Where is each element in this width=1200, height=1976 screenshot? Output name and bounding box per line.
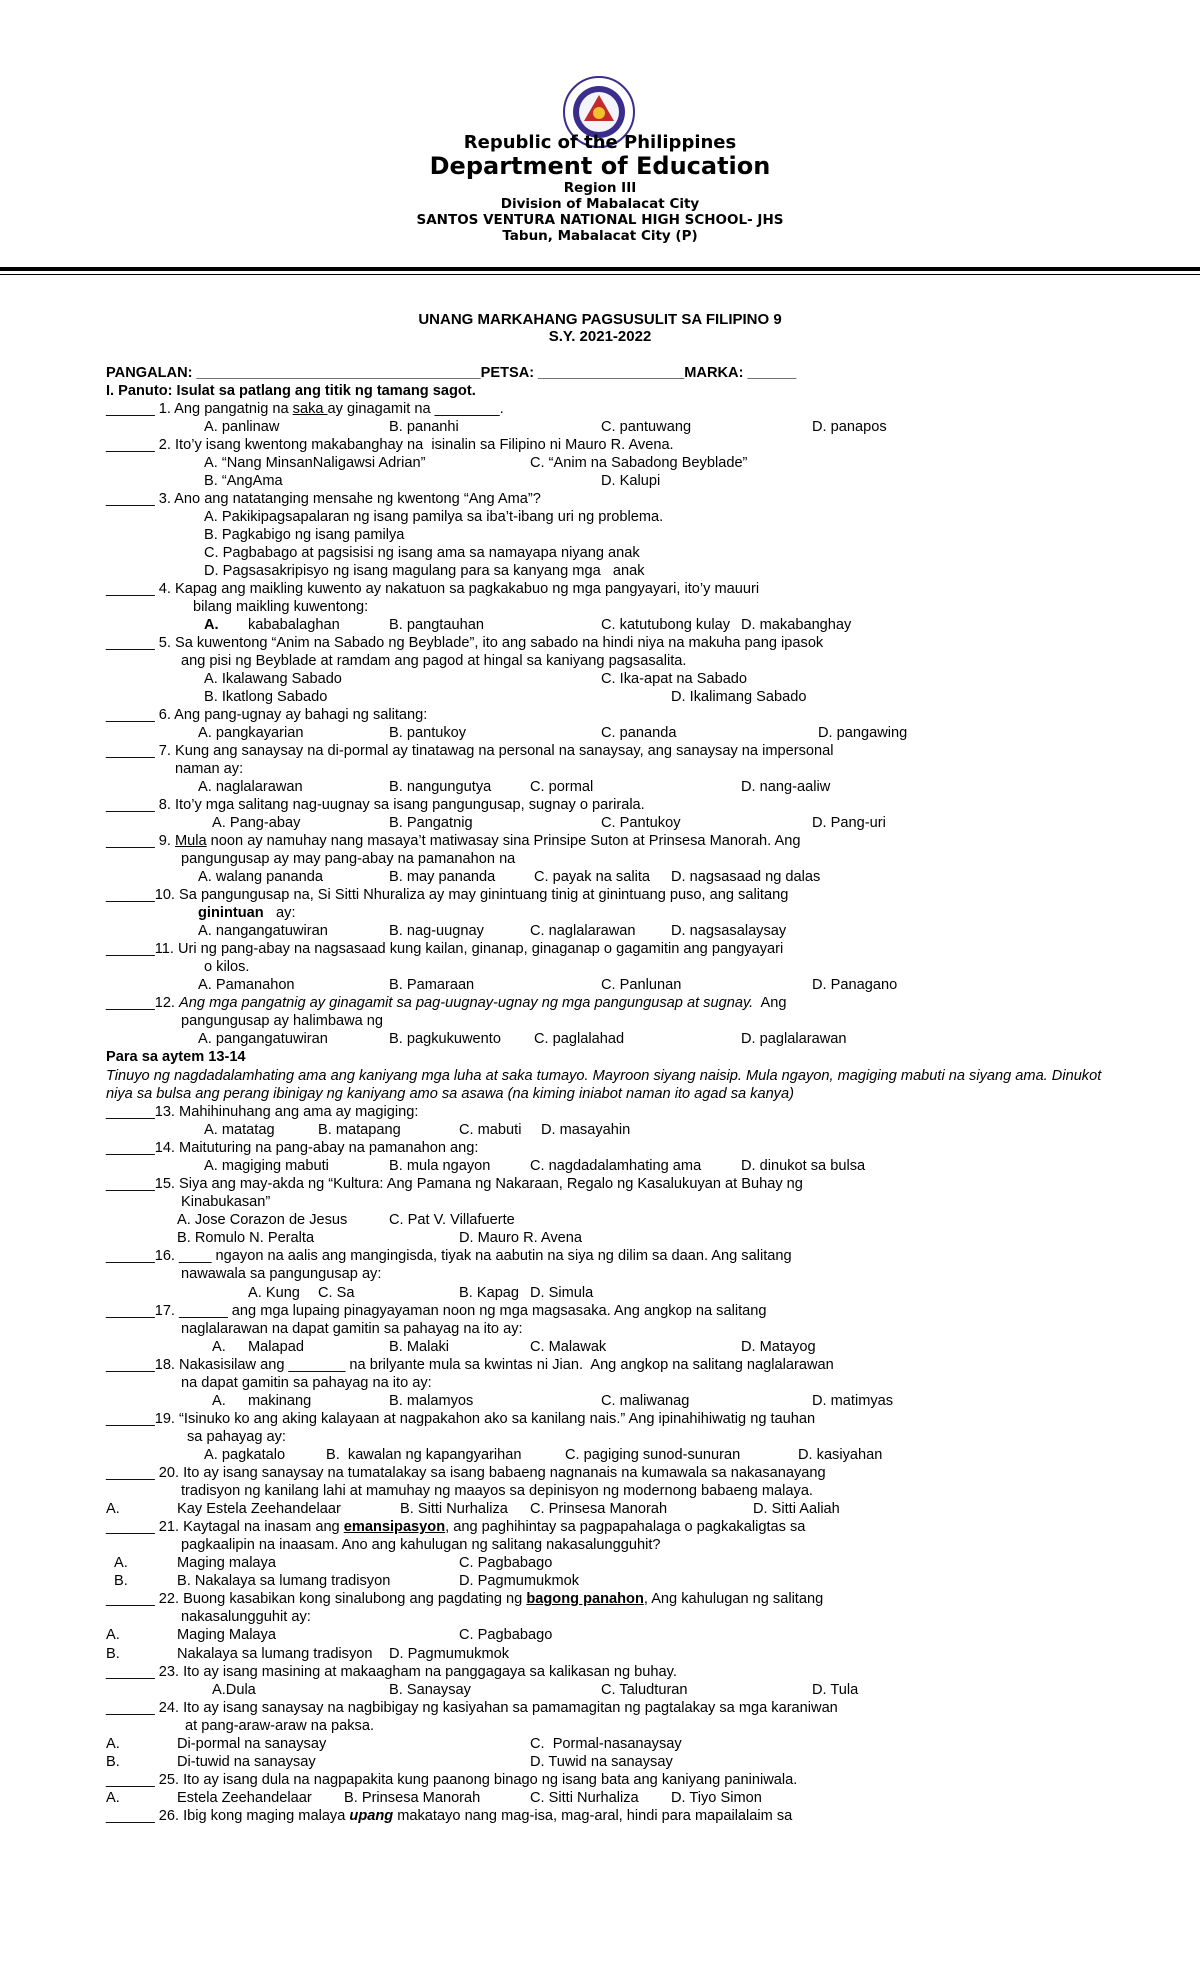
line-text: A. matatag bbox=[204, 1122, 275, 1139]
line-text: B. Pagkabigo ng isang pamilya bbox=[204, 527, 405, 543]
line-text: ______ 7. Kung ang sanaysay na di-pormal ay tinatawag na personal na sanaysay, ang sanaysay na impersonal bbox=[106, 743, 834, 759]
exam-line bbox=[0, 886, 1200, 904]
line-text: C. Pat V. Villafuerte bbox=[389, 1212, 515, 1229]
exam-line bbox=[0, 1139, 1200, 1157]
line-text: A. bbox=[212, 1392, 226, 1409]
exam-line bbox=[0, 526, 1200, 544]
line-flow bbox=[106, 1590, 823, 1608]
line-text: A. Pang-abay bbox=[212, 815, 301, 831]
line-text: B. bbox=[106, 1753, 120, 1770]
line-text: A. Kung bbox=[248, 1284, 300, 1301]
line-text: C. Pagbabago bbox=[459, 1555, 553, 1572]
line-text: Maging malaya bbox=[177, 1555, 276, 1572]
exam-line bbox=[0, 508, 1200, 526]
line-text: o kilos. bbox=[204, 959, 250, 975]
exam-line bbox=[0, 1554, 1200, 1572]
exam-line bbox=[0, 1464, 1200, 1482]
line-flow bbox=[106, 634, 823, 652]
line-text: B. Malaki bbox=[389, 1338, 450, 1355]
line-text: , Ang kahulugan ng salitang bbox=[643, 1591, 824, 1608]
line-flow bbox=[106, 364, 796, 382]
line-text: B. Pamaraan bbox=[389, 977, 475, 993]
exam-line bbox=[0, 1157, 1200, 1175]
line-text: Estela Zeehandelaar bbox=[177, 1789, 312, 1806]
line-text: B. nag-uugnay bbox=[389, 923, 484, 939]
line-text: , ang paghihintay sa pagpapahalaga o pagkakaligtas sa bbox=[445, 1519, 806, 1536]
line-flow bbox=[106, 1103, 418, 1121]
line-flow bbox=[106, 1518, 805, 1536]
exam-line bbox=[0, 1121, 1200, 1139]
exam-line bbox=[0, 1626, 1200, 1644]
line-flow bbox=[106, 1807, 792, 1825]
line-text: D. dinukot sa bulsa bbox=[741, 1158, 866, 1175]
line-text: A. Pakikipagsapalaran ng isang pamilya sa iba’t-ibang uri ng problema. bbox=[204, 509, 664, 525]
line-text: bilang maikling kuwentong: bbox=[193, 599, 369, 615]
exam-line bbox=[0, 1302, 1200, 1320]
exam-line bbox=[0, 1753, 1200, 1771]
line-flow bbox=[106, 1247, 792, 1265]
line-text: C. Pantukoy bbox=[601, 815, 681, 831]
line-text: B. may pananda bbox=[389, 869, 496, 885]
exam-line bbox=[0, 706, 1200, 724]
line-text: A. bbox=[106, 1627, 120, 1644]
division-text: Division of Mabalacat City bbox=[500, 196, 700, 212]
line-flow bbox=[106, 1175, 803, 1193]
line-flow bbox=[106, 1048, 246, 1066]
line-text: ______ 20. Ito ay isang sanaysay na tumatalakay sa isang babaeng nagnanais na kumawala sa nakasanayang bbox=[106, 1465, 826, 1481]
line-text: B. pantukoy bbox=[389, 725, 467, 741]
line-text: tradisyon ng kanilang lahi at mamuhay ng maayos sa depinisyon ng modernong babaeng malaya. bbox=[181, 1483, 813, 1500]
exam-line bbox=[0, 1807, 1200, 1825]
exam-line bbox=[0, 1572, 1200, 1590]
line-text: ______ 4. Kapag ang maikling kuwento ay nakatuon sa pagkakabuo ng mga pangyayari, ito’y mauuri bbox=[106, 581, 760, 597]
line-text: D. nagsasalaysay bbox=[671, 923, 787, 939]
line-text: Ang mga pangatnig ay ginagamit sa pag-uugnay-ugnay ng mga pangungusap at sugnay. bbox=[179, 995, 754, 1011]
line-text: C. Panlunan bbox=[601, 977, 682, 993]
line-text: nakasalungguhit ay: bbox=[181, 1609, 311, 1626]
exam-line bbox=[0, 796, 1200, 814]
school-year: S.Y. 2021-2022 bbox=[548, 328, 652, 345]
exam-line bbox=[0, 814, 1200, 832]
line-text: ______ 9. bbox=[106, 833, 175, 849]
exam-line bbox=[0, 1392, 1200, 1410]
line-text: ______15. Siya ang may-akda ng “Kultura: Ang Pamana ng Nakaraan, Regalo ng Kasalukuyan at Buhay ng bbox=[106, 1176, 803, 1193]
line-text: Kay Estela Zeehandelaar bbox=[177, 1501, 341, 1518]
line-text: ______ 1. Ang pangatnig na bbox=[106, 401, 293, 417]
line-text: ______ 21. Kaytagal na inasam ang bbox=[106, 1519, 344, 1536]
line-text: D. Pagsasakripisyo ng isang magulang para sa kanyang mga anak bbox=[204, 563, 645, 579]
line-flow bbox=[106, 994, 787, 1012]
exam-line bbox=[0, 1771, 1200, 1789]
line-text: B. pagkukuwento bbox=[389, 1031, 501, 1047]
line-text: B. Kapag bbox=[459, 1284, 520, 1301]
exam-line bbox=[0, 868, 1200, 886]
exam-line bbox=[0, 1374, 1200, 1392]
line-text: upang bbox=[349, 1807, 394, 1824]
line-text: A. Pamanahon bbox=[198, 977, 295, 993]
line-text: ______11. Uri ng pang-abay na nagsasaad kung kailan, ginanap, ginaganap o gagamitin ang pangyayari bbox=[106, 941, 784, 957]
line-text: C. paglalahad bbox=[534, 1031, 625, 1047]
line-text: B. Prinsesa Manorah bbox=[344, 1789, 481, 1806]
line-text: sa pahayag ay: bbox=[187, 1428, 286, 1445]
exam-line bbox=[0, 1338, 1200, 1356]
line-flow bbox=[106, 1464, 826, 1482]
exam-line bbox=[0, 724, 1200, 742]
line-text: Nakalaya sa lumang tradisyon bbox=[177, 1645, 373, 1662]
exam-line bbox=[0, 616, 1200, 634]
line-text: naman ay: bbox=[175, 761, 244, 777]
line-text: Di-tuwid na sanaysay bbox=[177, 1753, 316, 1770]
exam-line bbox=[0, 760, 1200, 778]
exam-line bbox=[0, 1608, 1200, 1626]
line-text: ______13. Mahihinuhang ang ama ay magiging: bbox=[106, 1104, 419, 1120]
exam-line bbox=[0, 1320, 1200, 1338]
line-text: D. pangawing bbox=[818, 725, 908, 741]
line-text: D. Tula bbox=[812, 1681, 859, 1698]
exam-line bbox=[0, 1410, 1200, 1428]
line-flow bbox=[106, 886, 788, 904]
exam-line bbox=[0, 904, 1200, 922]
line-text: A. “Nang MinsanNaligawsi Adrian” bbox=[204, 455, 426, 471]
line-text: ______ 22. Buong kasabikan kong sinalubong ang pagdating ng bbox=[106, 1591, 527, 1608]
line-text: B. pangtauhan bbox=[389, 617, 484, 633]
exam-line bbox=[0, 1645, 1200, 1663]
line-text: noon ay namuhay nang masaya’t matiwasay sina Prinsipe Suton at Prinsesa Manorah. Ang bbox=[206, 833, 801, 849]
exam-line bbox=[0, 742, 1200, 760]
line-flow bbox=[106, 1771, 797, 1789]
line-text: A. walang pananda bbox=[198, 869, 323, 885]
line-text: D. Ikalimang Sabado bbox=[671, 689, 807, 705]
line-text: ______17. ______ ang mga lupaing pinagyayaman noon ng mga magsasaka. Ang angkop na salitang bbox=[106, 1302, 767, 1319]
exam-line bbox=[0, 1500, 1200, 1518]
exam-line bbox=[0, 1030, 1200, 1048]
exam-line bbox=[0, 1681, 1200, 1699]
line-flow bbox=[106, 1302, 766, 1320]
line-text: ______ 8. Ito’y mga salitang nag-uugnay sa isang pangungusap, sugnay o parirala. bbox=[106, 797, 645, 813]
exam-line bbox=[0, 1356, 1200, 1374]
line-text: C. Pagbabago at pagsisisi ng isang ama sa namayapa niyang anak bbox=[204, 545, 640, 561]
line-text: nawawala sa pangungusap ay: bbox=[181, 1266, 382, 1283]
line-text: C. Ika-apat na Sabado bbox=[601, 671, 748, 687]
line-text: PANGALAN: ___________________________________PETSA: __________________MARKA: ______ bbox=[106, 365, 797, 381]
exam-line bbox=[0, 1482, 1200, 1500]
line-flow bbox=[106, 706, 427, 724]
exam-line bbox=[0, 1229, 1200, 1247]
line-flow bbox=[106, 436, 674, 454]
line-text: A. Ikalawang Sabado bbox=[204, 671, 342, 687]
line-text: Maging Malaya bbox=[177, 1627, 276, 1644]
line-text: D. Pagmumukmok bbox=[389, 1645, 510, 1662]
line-text: B. matapang bbox=[318, 1122, 401, 1139]
exam-line bbox=[0, 958, 1200, 976]
exam-line bbox=[0, 922, 1200, 940]
exam-title: UNANG MARKAHANG PAGSUSULIT SA FILIPINO 9 bbox=[418, 311, 782, 328]
line-text: Kinabukasan” bbox=[181, 1194, 271, 1211]
line-flow bbox=[106, 940, 783, 958]
exam-line bbox=[0, 1193, 1200, 1211]
exam-line bbox=[0, 1175, 1200, 1193]
exam-line bbox=[0, 1103, 1200, 1121]
line-text: C. naglalarawan bbox=[530, 923, 636, 939]
line-text: I. Panuto: Isulat sa patlang ang titik ng tamang sagot. bbox=[106, 383, 476, 399]
republic-heading: Republic of the Philippines bbox=[463, 132, 737, 153]
line-text: A. nangangatuwiran bbox=[198, 923, 328, 939]
line-text: B. bbox=[106, 1645, 120, 1662]
exam-line bbox=[0, 1446, 1200, 1464]
exam-line bbox=[0, 382, 1200, 400]
line-text: A. pangangatuwiran bbox=[198, 1031, 328, 1047]
exam-line bbox=[0, 670, 1200, 688]
line-text: D. Simula bbox=[530, 1284, 594, 1301]
exam-line bbox=[0, 1265, 1200, 1283]
line-text: at pang-araw-araw na paksa. bbox=[185, 1717, 375, 1734]
line-text: ang pisi ng Beyblade at ramdam ang pagod at hingal sa kaniyang pagsasalita. bbox=[181, 653, 687, 669]
exam-line bbox=[0, 1699, 1200, 1717]
line-text: makinang bbox=[248, 1392, 312, 1409]
line-text: ginintuan bbox=[198, 905, 264, 921]
line-flow bbox=[106, 1139, 478, 1157]
line-text: C. katutubong kulay bbox=[601, 617, 730, 633]
exam-line bbox=[0, 580, 1200, 598]
line-text: C. Sa bbox=[318, 1284, 355, 1301]
line-text: C. Prinsesa Manorah bbox=[530, 1501, 668, 1518]
line-text: A. pangkayarian bbox=[198, 725, 304, 741]
exam-line bbox=[0, 688, 1200, 706]
exam-line bbox=[0, 1518, 1200, 1536]
line-text: D. paglalarawan bbox=[741, 1031, 847, 1047]
exam-line bbox=[0, 562, 1200, 580]
line-text: ______ 24. Ito ay isang sanaysay na nagbibigay ng kasiyahan sa pamamagitan ng pagtalakay sa mga karaniwan bbox=[106, 1699, 838, 1716]
line-text: D. matimyas bbox=[812, 1392, 894, 1409]
line-text: D. Pang-uri bbox=[812, 815, 886, 831]
exam-line bbox=[0, 400, 1200, 418]
line-text: saka bbox=[292, 401, 328, 417]
line-text: Para sa aytem 13-14 bbox=[106, 1049, 246, 1065]
exam-line bbox=[0, 364, 1200, 382]
line-text: Mula bbox=[174, 833, 207, 849]
line-text: C. pantuwang bbox=[601, 419, 692, 435]
line-text: ______ 23. Ito ay isang masining at makaagham na panggagaya sa kalikasan ng buhay. bbox=[106, 1663, 677, 1680]
line-text: C. nagdadalamhating ama bbox=[530, 1158, 702, 1175]
line-flow bbox=[106, 742, 833, 760]
line-flow bbox=[106, 1699, 838, 1717]
line-text: ______16. ____ ngayon na aalis ang mangingisda, tiyak na aabutin na siya ng dilim sa daan. Ang salitang bbox=[106, 1248, 792, 1265]
exam-line bbox=[0, 940, 1200, 958]
line-text: D. Pagmumukmok bbox=[459, 1573, 580, 1590]
line-text: ______ 5. Sa kuwentong “Anim na Sabado ng Beyblade”, ito ang sabado na hindi niya na makuha pang ipasok bbox=[106, 635, 824, 651]
line-text: A. bbox=[106, 1789, 120, 1806]
line-text: Di-pormal na sanaysay bbox=[177, 1735, 327, 1752]
line-text: B. Pangatnig bbox=[389, 815, 473, 831]
line-text: C. pananda bbox=[601, 725, 677, 741]
line-text: ______ 3. Ano ang natatanging mensahe ng kwentong “Ang Ama”? bbox=[106, 491, 541, 507]
line-text: B. Romulo N. Peralta bbox=[177, 1230, 315, 1247]
line-text: B. nangungutya bbox=[389, 779, 492, 795]
exam-line bbox=[0, 778, 1200, 796]
line-text: B. kawalan ng kapangyarihan bbox=[326, 1446, 522, 1463]
line-flow bbox=[106, 1410, 815, 1428]
line-text: A. bbox=[106, 1735, 120, 1752]
line-text: D. Panagano bbox=[812, 977, 898, 993]
exam-line bbox=[0, 634, 1200, 652]
line-text: ______ 6. Ang pang-ugnay ay bahagi ng salitang: bbox=[106, 707, 428, 723]
line-text: kababalaghan bbox=[248, 617, 340, 633]
line-text: B. pananhi bbox=[389, 419, 459, 435]
exam-line bbox=[0, 436, 1200, 454]
line-flow bbox=[106, 1356, 834, 1374]
exam-line bbox=[0, 1428, 1200, 1446]
line-text: C. pagiging sunod-sunuran bbox=[565, 1446, 741, 1463]
line-text: na dapat gamitin sa pahayag na ito ay: bbox=[181, 1374, 432, 1391]
line-text: B. Ikatlong Sabado bbox=[204, 689, 328, 705]
exam-line bbox=[0, 1536, 1200, 1554]
line-text: D. nang-aaliw bbox=[741, 779, 831, 795]
line-text: C. Pormal-nasanaysay bbox=[530, 1735, 682, 1752]
line-flow bbox=[106, 1663, 677, 1681]
line-text: B. bbox=[114, 1573, 128, 1590]
line-text: A. bbox=[106, 1501, 120, 1518]
line-text: C. “Anim na Sabadong Beyblade” bbox=[530, 455, 748, 471]
line-text: C. maliwanag bbox=[601, 1392, 690, 1409]
line-text: A. panlinaw bbox=[204, 419, 280, 435]
line-text: D. Kalupi bbox=[601, 473, 661, 489]
line-text: C. Pagbabago bbox=[459, 1627, 553, 1644]
exam-line bbox=[0, 1663, 1200, 1681]
exam-line bbox=[0, 1247, 1200, 1265]
line-text: C. mabuti bbox=[459, 1122, 522, 1139]
line-text: ______14. Maituturing na pang-abay na pamanahon ang: bbox=[106, 1140, 479, 1157]
line-text: C. payak na salita bbox=[534, 869, 651, 885]
exam-line bbox=[0, 850, 1200, 868]
exam-line bbox=[0, 598, 1200, 616]
reading-passage: Tinuyo ng nagdadalamhating ama ang kaniyang mga luha at saka tumayo. Mayroon siyang naisip. Mula ngayon, magiging mabuti na siyang ama. Dinukot niya sa bulsa ang perang ibinigay ng kaniyang amo sa asawa (na kiming iniabot naman ito agad sa kanya) bbox=[106, 1068, 1102, 1102]
exam-line bbox=[0, 1717, 1200, 1735]
exam-line bbox=[0, 418, 1200, 436]
line-text: A. Jose Corazon de Jesus bbox=[177, 1212, 348, 1229]
line-text: naglalarawan na dapat gamitin sa pahayag na ito ay: bbox=[181, 1320, 523, 1337]
school-address: Tabun, Mabalacat City (P) bbox=[502, 228, 698, 244]
department-heading: Department of Education bbox=[429, 152, 771, 180]
line-text: A. bbox=[204, 617, 219, 633]
line-text: A. bbox=[114, 1555, 128, 1572]
exam-line bbox=[0, 1284, 1200, 1302]
exam-line bbox=[0, 1012, 1200, 1030]
line-text: D. kasiyahan bbox=[798, 1446, 883, 1463]
exam-line bbox=[0, 544, 1200, 562]
line-text: D. makabanghay bbox=[741, 617, 852, 633]
line-text: B. Nakalaya sa lumang tradisyon bbox=[177, 1573, 391, 1590]
school-name: SANTOS VENTURA NATIONAL HIGH SCHOOL- JHS bbox=[416, 212, 784, 228]
line-text: Ang bbox=[753, 995, 787, 1011]
header-divider bbox=[0, 267, 1200, 271]
line-flow bbox=[106, 796, 645, 814]
line-text: ______ 25. Ito ay isang dula na nagpapakita kung paanong binago ng isang bata ang kaniyang paniniwala. bbox=[106, 1771, 798, 1788]
line-text: C. pormal bbox=[530, 779, 594, 795]
line-flow bbox=[106, 400, 504, 418]
line-text: D. Tiyo Simon bbox=[671, 1789, 762, 1806]
exam-line bbox=[0, 1735, 1200, 1753]
line-text: pangungusap ay halimbawa ng bbox=[181, 1013, 384, 1029]
line-flow bbox=[106, 382, 476, 400]
line-text: A. magiging mabuti bbox=[204, 1158, 329, 1175]
line-text: ______19. “Isinuko ko ang aking kalayaan at nagpakahon ako sa kanilang nais.” Ang ipinahihiwatig ng tauhan bbox=[106, 1410, 816, 1427]
line-text: ______10. Sa pangungusap na, Si Sitti Nhuraliza ay may ginintuang tinig at ginintuang puso, ang salitang bbox=[106, 887, 789, 903]
exam-line bbox=[0, 1211, 1200, 1229]
line-text: D. nagsasaad ng dalas bbox=[671, 869, 821, 885]
line-text: B. “AngAma bbox=[204, 473, 283, 489]
line-text: B. mula ngayon bbox=[389, 1158, 491, 1175]
line-text: ay ginagamit na ________. bbox=[327, 401, 504, 417]
line-text: D. Matayog bbox=[741, 1338, 816, 1355]
exam-line bbox=[0, 454, 1200, 472]
line-flow bbox=[106, 580, 759, 598]
line-text: A.Dula bbox=[212, 1681, 256, 1698]
exam-line bbox=[0, 976, 1200, 994]
exam-line bbox=[0, 472, 1200, 490]
line-text: B. malamyos bbox=[389, 1392, 474, 1409]
exam-line bbox=[0, 490, 1200, 508]
exam-line bbox=[0, 1789, 1200, 1807]
line-text: B. Sitti Nurhaliza bbox=[400, 1501, 508, 1518]
line-text: ______ 26. Ibig kong maging malaya bbox=[106, 1807, 350, 1824]
exam-line bbox=[0, 1048, 1200, 1066]
line-text: C. Malawak bbox=[530, 1338, 607, 1355]
line-text: D. Mauro R. Avena bbox=[459, 1230, 583, 1247]
line-text: ay: bbox=[272, 905, 296, 921]
line-text: ______ 2. Ito’y isang kwentong makabanghay na isinalin sa Filipino ni Mauro R. Avena. bbox=[106, 437, 674, 453]
line-flow bbox=[106, 832, 800, 850]
line-text: B. Sanaysay bbox=[389, 1681, 471, 1698]
line-text: pagkaalipin na inaasam. Ano ang kahulugan ng salitang nakasalungguhit? bbox=[181, 1537, 661, 1554]
line-text: Malapad bbox=[248, 1338, 304, 1355]
exam-line bbox=[0, 652, 1200, 670]
line-text: A. pagkatalo bbox=[204, 1446, 286, 1463]
line-text: A. naglalarawan bbox=[198, 779, 303, 795]
line-text: ______18. Nakasisilaw ang _______ na brilyante mula sa kwintas ni Jian. Ang angkop na salitang naglalarawan bbox=[106, 1356, 834, 1373]
exam-line bbox=[0, 832, 1200, 850]
line-text: C. Taludturan bbox=[601, 1681, 688, 1698]
line-text: makatayo nang mag-isa, mag-aral, hindi para mapailalaim sa bbox=[393, 1807, 793, 1824]
line-text: A. bbox=[212, 1338, 226, 1355]
line-flow bbox=[106, 490, 541, 508]
line-text: ______12. bbox=[106, 995, 180, 1011]
line-text: bagong panahon bbox=[526, 1591, 644, 1608]
region-text: Region III bbox=[563, 180, 637, 196]
line-text: D. panapos bbox=[812, 419, 887, 435]
line-text: C. Sitti Nurhaliza bbox=[530, 1789, 639, 1806]
line-text: D. Sitti Aaliah bbox=[753, 1501, 840, 1518]
exam-line bbox=[0, 1590, 1200, 1608]
line-text: D. Tuwid na sanaysay bbox=[530, 1753, 673, 1770]
line-text: pangungusap ay may pang-abay na pamanahon na bbox=[181, 851, 516, 867]
exam-line bbox=[0, 994, 1200, 1012]
line-text: emansipasyon bbox=[343, 1519, 446, 1536]
header-divider-thin bbox=[0, 274, 1200, 275]
line-text: D. masayahin bbox=[541, 1122, 631, 1139]
